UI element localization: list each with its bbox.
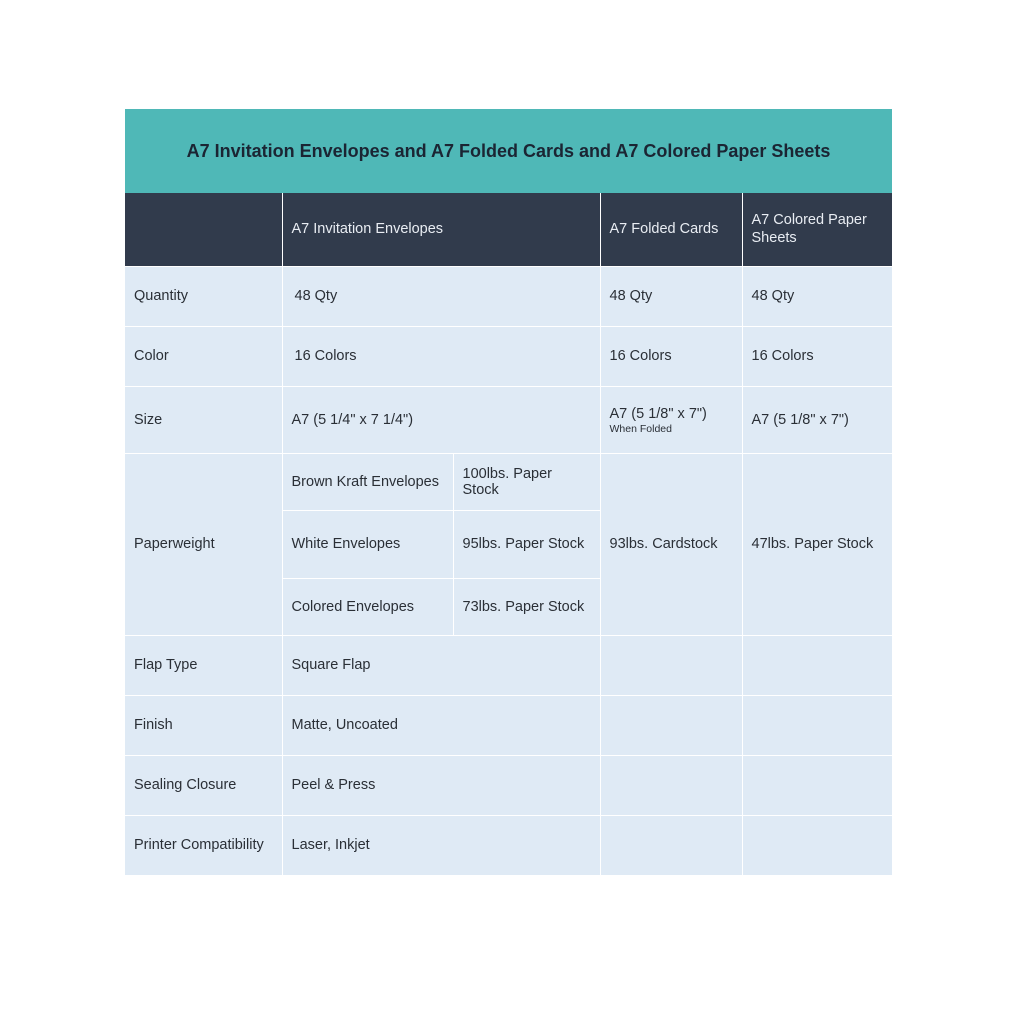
header-empty-cell — [125, 193, 282, 266]
cell-sheets-color: 16 Colors — [742, 326, 892, 386]
row-label-color: Color — [125, 326, 282, 386]
row-label-flap-type: Flap Type — [125, 635, 282, 695]
cell-envelopes-size: A7 (5 1/4" x 7 1/4") — [282, 386, 600, 453]
comparison-table — [125, 193, 892, 875]
table-row — [125, 386, 892, 453]
header-row — [125, 193, 892, 266]
cell-cards-size — [600, 386, 742, 453]
cell-cards-printer-empty — [600, 815, 742, 875]
cell-sheets-sealing-empty — [742, 755, 892, 815]
table-row — [125, 635, 892, 695]
table-row — [125, 453, 892, 510]
cell-cards-quantity: 48 Qty — [600, 266, 742, 326]
cell-envelopes-sealing-closure: Peel & Press — [282, 755, 600, 815]
row-label-size: Size — [125, 386, 282, 453]
cell-envelope-type-name: Brown Kraft Envelopes — [282, 453, 453, 510]
comparison-table-container — [125, 109, 892, 875]
cell-envelope-type-name: White Envelopes — [282, 510, 453, 578]
cell-envelope-type-weight: 95lbs. Paper Stock — [453, 510, 600, 578]
cell-envelope-type-name: Colored Envelopes — [282, 578, 453, 635]
cell-sheets-flap-type-empty — [742, 635, 892, 695]
header-colored-sheets: A7 Colored Paper Sheets — [742, 193, 892, 266]
cell-envelope-type-weight: 100lbs. Paper Stock — [453, 453, 600, 510]
cell-cards-color: 16 Colors — [600, 326, 742, 386]
cell-cards-sealing-empty — [600, 755, 742, 815]
cell-sheets-paperweight: 47lbs. Paper Stock — [742, 453, 892, 635]
table-title-bar — [125, 109, 892, 193]
cell-cards-paperweight: 93lbs. Cardstock — [600, 453, 742, 635]
row-label-finish: Finish — [125, 695, 282, 755]
cell-envelopes-quantity: 48 Qty — [282, 266, 600, 326]
cell-envelopes-finish: Matte, Uncoated — [282, 695, 600, 755]
header-envelopes: A7 Invitation Envelopes — [282, 193, 600, 266]
cell-envelopes-color: 16 Colors — [282, 326, 600, 386]
header-folded-cards: A7 Folded Cards — [600, 193, 742, 266]
table-row — [125, 815, 892, 875]
cell-envelope-type-weight: 73lbs. Paper Stock — [453, 578, 600, 635]
cell-envelopes-flap-type: Square Flap — [282, 635, 600, 695]
cell-envelopes-printer-compatibility: Laser, Inkjet — [282, 815, 600, 875]
cell-cards-flap-type-empty — [600, 635, 742, 695]
cell-sheets-finish-empty — [742, 695, 892, 755]
cell-sheets-printer-empty — [742, 815, 892, 875]
table-title: A7 Invitation Envelopes and A7 Folded Cards and A7 Colored Paper Sheets — [186, 140, 831, 161]
table-row — [125, 695, 892, 755]
row-label-sealing-closure: Sealing Closure — [125, 755, 282, 815]
cell-cards-finish-empty — [600, 695, 742, 755]
row-label-quantity: Quantity — [125, 266, 282, 326]
cell-sheets-size: A7 (5 1/8" x 7") — [742, 386, 892, 453]
table-row — [125, 326, 892, 386]
table-row — [125, 755, 892, 815]
table-row — [125, 266, 892, 326]
cards-size-note: When Folded — [609, 422, 672, 435]
row-label-printer-compatibility: Printer Compatibility — [125, 815, 282, 875]
row-label-paperweight: Paperweight — [125, 453, 282, 635]
cell-sheets-quantity: 48 Qty — [742, 266, 892, 326]
cards-size-value: A7 (5 1/8" x 7") — [609, 405, 707, 422]
